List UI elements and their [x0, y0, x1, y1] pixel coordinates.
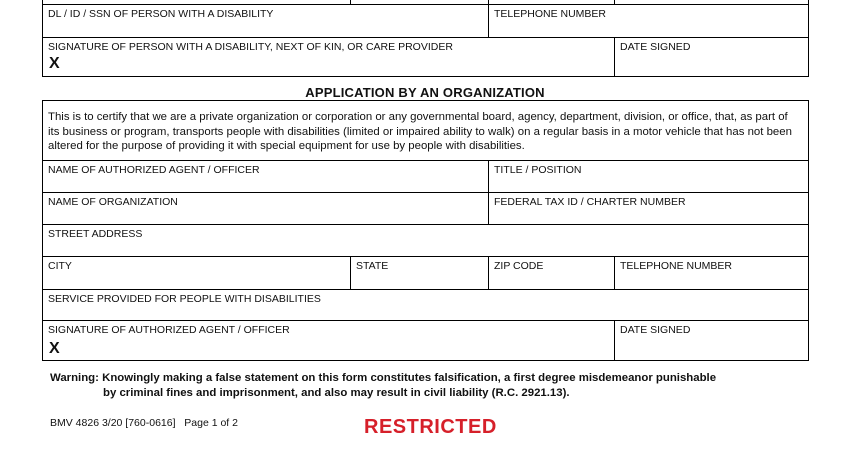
org-name-field[interactable]: [43, 193, 488, 224]
state-field[interactable]: [351, 257, 488, 289]
title-position-field[interactable]: [489, 161, 808, 192]
dl-id-ssn-label: DL / ID / SSN OF PERSON WITH A DISABILITY: [48, 8, 274, 20]
person-signature-field[interactable]: [43, 38, 614, 76]
section-title: APPLICATION BY AN ORGANIZATION: [305, 85, 545, 100]
tax-id-field[interactable]: [489, 193, 808, 224]
zip-code-field[interactable]: [489, 257, 614, 289]
service-provided-label: SERVICE PROVIDED FOR PEOPLE WITH DISABILITIES: [48, 293, 321, 305]
signature-x-mark: X: [49, 340, 60, 357]
date-signed-label: DATE SIGNED: [620, 324, 691, 336]
city-field[interactable]: [43, 257, 350, 289]
title-position-label: TITLE / POSITION: [494, 164, 582, 176]
agent-signature-field[interactable]: [43, 321, 614, 360]
agent-signature-label: SIGNATURE OF AUTHORIZED AGENT / OFFICER: [48, 324, 290, 336]
person-signature-label: SIGNATURE OF PERSON WITH A DISABILITY, NEXT OF KIN, OR CARE PROVIDER: [48, 41, 453, 53]
org-name-label: NAME OF ORGANIZATION: [48, 196, 178, 208]
zip-code-label: ZIP CODE: [494, 260, 544, 272]
warning-text: [50, 371, 800, 401]
street-address-field[interactable]: [43, 225, 808, 256]
agent-name-field[interactable]: [43, 161, 488, 192]
state-label: STATE: [356, 260, 389, 272]
service-provided-field[interactable]: [43, 290, 808, 320]
agent-name-label: NAME OF AUTHORIZED AGENT / OFFICER: [48, 164, 260, 176]
dl-id-ssn-field[interactable]: [43, 5, 488, 37]
date-signed-label: DATE SIGNED: [620, 41, 691, 53]
certification-text: This is to certify that we are a private organization or corporation or any governmental board, agency, department, division, or office, that, as part of its business or program, transports people with disabilities (limited or impaired ability to walk) on a regular basis in a motor vehicle that has not been altered for the purpose of providing it with special equipment for use by people with disabilities.: [48, 111, 792, 152]
org-date-signed-field[interactable]: [615, 321, 808, 360]
tax-id-label: FEDERAL TAX ID / CHARTER NUMBER: [494, 196, 686, 208]
warning-line-2: by criminal fines and imprisonment, and also may result in civil liability (R.C. 2921.13).: [103, 387, 570, 399]
restricted-stamp: RESTRICTED: [364, 416, 497, 438]
city-label: CITY: [48, 260, 72, 272]
warning-line-1: Warning: Knowingly making a false statement on this form constitutes falsification, a first degree misdemeanor punishable: [50, 372, 717, 384]
signature-x-mark: X: [49, 55, 60, 72]
form-id: BMV 4826 3/20 [760-0616] Page 1 of 2: [50, 417, 238, 429]
top-telephone-field[interactable]: [489, 5, 808, 37]
telephone-label: TELEPHONE NUMBER: [620, 260, 733, 272]
org-telephone-field[interactable]: [615, 257, 808, 289]
top-date-signed-field[interactable]: [615, 38, 808, 76]
street-address-label: STREET ADDRESS: [48, 228, 143, 240]
telephone-label: TELEPHONE NUMBER: [494, 8, 607, 20]
